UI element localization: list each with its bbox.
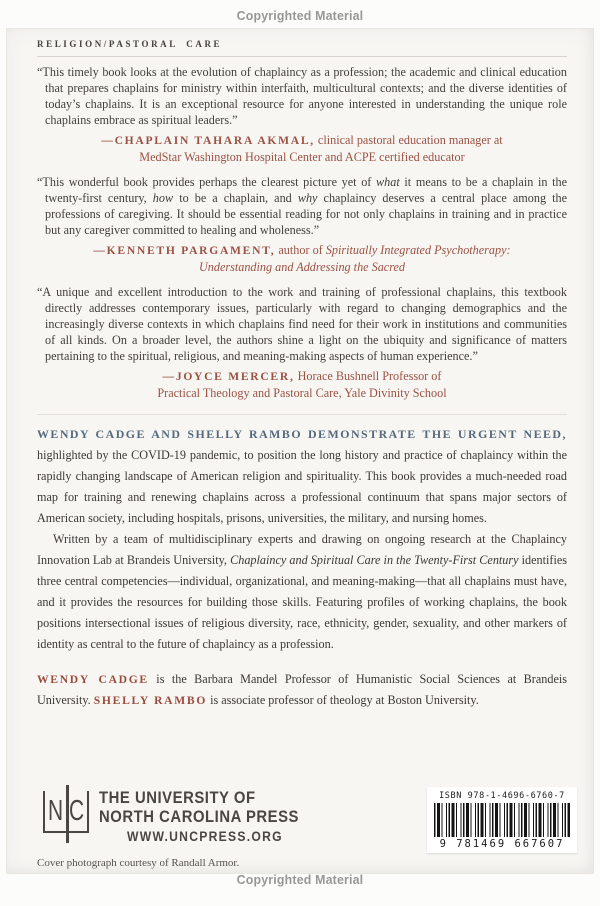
barcode-bars-icon [434,803,570,837]
copyrighted-material-bottom: Copyrighted Material [236,872,364,887]
author-name-1: WENDY CADGE [37,673,149,686]
endorser-title-1-line2: MedStar Washington Hospital Center and ACPE certified educator [139,150,465,164]
quote-2-part: to be a chaplain, and [173,191,298,205]
endorser-name-3: —JOYCE MERCER, [162,370,295,383]
publisher-name-line2: NORTH CAROLINA PRESS [99,807,300,826]
endorsement-attribution-3 [37,368,567,402]
endorser-title-3-line2: Practical Theology and Pastoral Care, Yale Divinity School [157,386,447,400]
quote-2-italic: what [376,175,400,189]
book-title-italic-line2: Understanding and Addressing the Sacred [198,260,406,274]
quote-2-italic: why [297,191,318,205]
author-bio [37,669,567,711]
endorsement-quote-1: “This timely book looks at the evolution of chaplaincy as a profession; the academic and clinical education that prepares chaplains for ministry within interfaith, multicultural contexts; and the diverse identities of today’s chaplains. It is an exceptional resource for anyone interested in understanding the unique role chaplains embrace as spiritual leaders.” [37,65,567,127]
endorser-title-1: clinical pastoral education manager at [314,133,503,147]
quote-2-part: it means to be a chaplain in the twenty-first century, [45,175,567,205]
description-lead-caps: WENDY CADGE AND SHELLY RAMBO DEMONSTRATE THE URGENT NEED, [37,427,567,441]
category-label: RELIGION/PASTORAL CARE [37,39,223,49]
endorser-name-2: —KENNETH PARGAMENT, [93,244,276,257]
publisher-name-line1: THE UNIVERSITY OF [99,789,256,807]
endorser-title-3: Horace Bushnell Professor of [294,369,442,383]
book-title-italic: Chaplaincy and Spiritual Care in the Twenty-First Century [230,553,519,567]
photo-credit: Cover photograph courtesy of Randall Armor. [37,857,240,869]
logo-letter-c: C [68,794,85,827]
unc-press-logo-icon [43,791,89,833]
quote-2-part: chaplaincy deserves a central place among the professions of caregiving. It should be essential reading for not only chaplains in training and in practice but any caregiver committed to healing and wholeness.” [45,191,567,237]
quote-2-part: “This wonderful book provides perhaps the clearest picture yet of [37,175,377,189]
barcode [427,787,577,853]
publisher-url: WWW.UNCPRESS.ORG [127,829,283,844]
description-paragraph-2 [37,529,567,655]
publisher-block [43,789,321,844]
author-name-2: SHELLY RAMBO [93,694,208,707]
endorsement-quote-3: “A unique and excellent introduction to the work and training of professional chaplains, this textbook directly addresses contemporary issues, particularly with regard to changing demographics and the increasingly diverse contexts in which chaplains find need for their work in institutions and communities of all kinds. On a broader level, the authors shine a light on the ubiquity and significance of matters pertaining to the spiritual, religious, and meaning-making aspects of human experience.” [37,285,567,363]
isbn-label: ISBN 978-1-4696-6760-7 [439,791,565,801]
publisher-name [99,789,321,844]
endorser-name-1: —CHAPLAIN TAHARA AKMAL, [101,134,315,147]
endorsement-attribution-2 [37,242,567,276]
endorsement-attribution-1 [37,132,567,166]
endorsement-quote-2 [37,174,567,238]
description-text: identifies three central competencies—individual, organizational, and meaning-making—that all chaplains must have, and it provides the resources for building those skills. Featuring profiles of working chaplains, the book positions intersectional issues of religious diversity, race, ethnicity, gender, sexuality, and other markers of identity as central to the future of chaplaincy as a profession. [37,553,568,651]
section-divider [37,414,567,415]
description-text: highlighted by the COVID-19 pandemic, to position the long history and practice of chaplaincy within the rapidly changing landscape of American religion and spirituality. This book provides a much-needed road map for training and renewing chaplains across a professional continuum that spans major sectors of American society, including hospitals, prisons, universities, the military, and nursing homes. [37,448,567,525]
author-bio-text-1: is the Barbara Mandel Professor of Humanistic Social Sciences at Brandeis University. [37,672,567,707]
book-title-italic: Spiritually Integrated Psychotherapy: [325,243,511,257]
description-paragraph-1 [37,424,567,529]
copyrighted-material-top: Copyrighted Material [236,8,364,23]
logo-letter-n: N [47,794,64,827]
book-back-cover [6,28,594,874]
author-bio-text-2: is associate professor of theology at Boston University. [207,693,479,707]
isbn-number: 9 781469 667607 [439,838,565,850]
endorser-title-2: author of [275,243,326,257]
quote-2-italic: how [152,191,174,205]
top-divider [37,56,567,57]
description-text: Written by a team of multidisciplinary experts and drawing on ongoing research at the Chaplaincy Innovation Lab at Brandeis University, [37,532,567,567]
